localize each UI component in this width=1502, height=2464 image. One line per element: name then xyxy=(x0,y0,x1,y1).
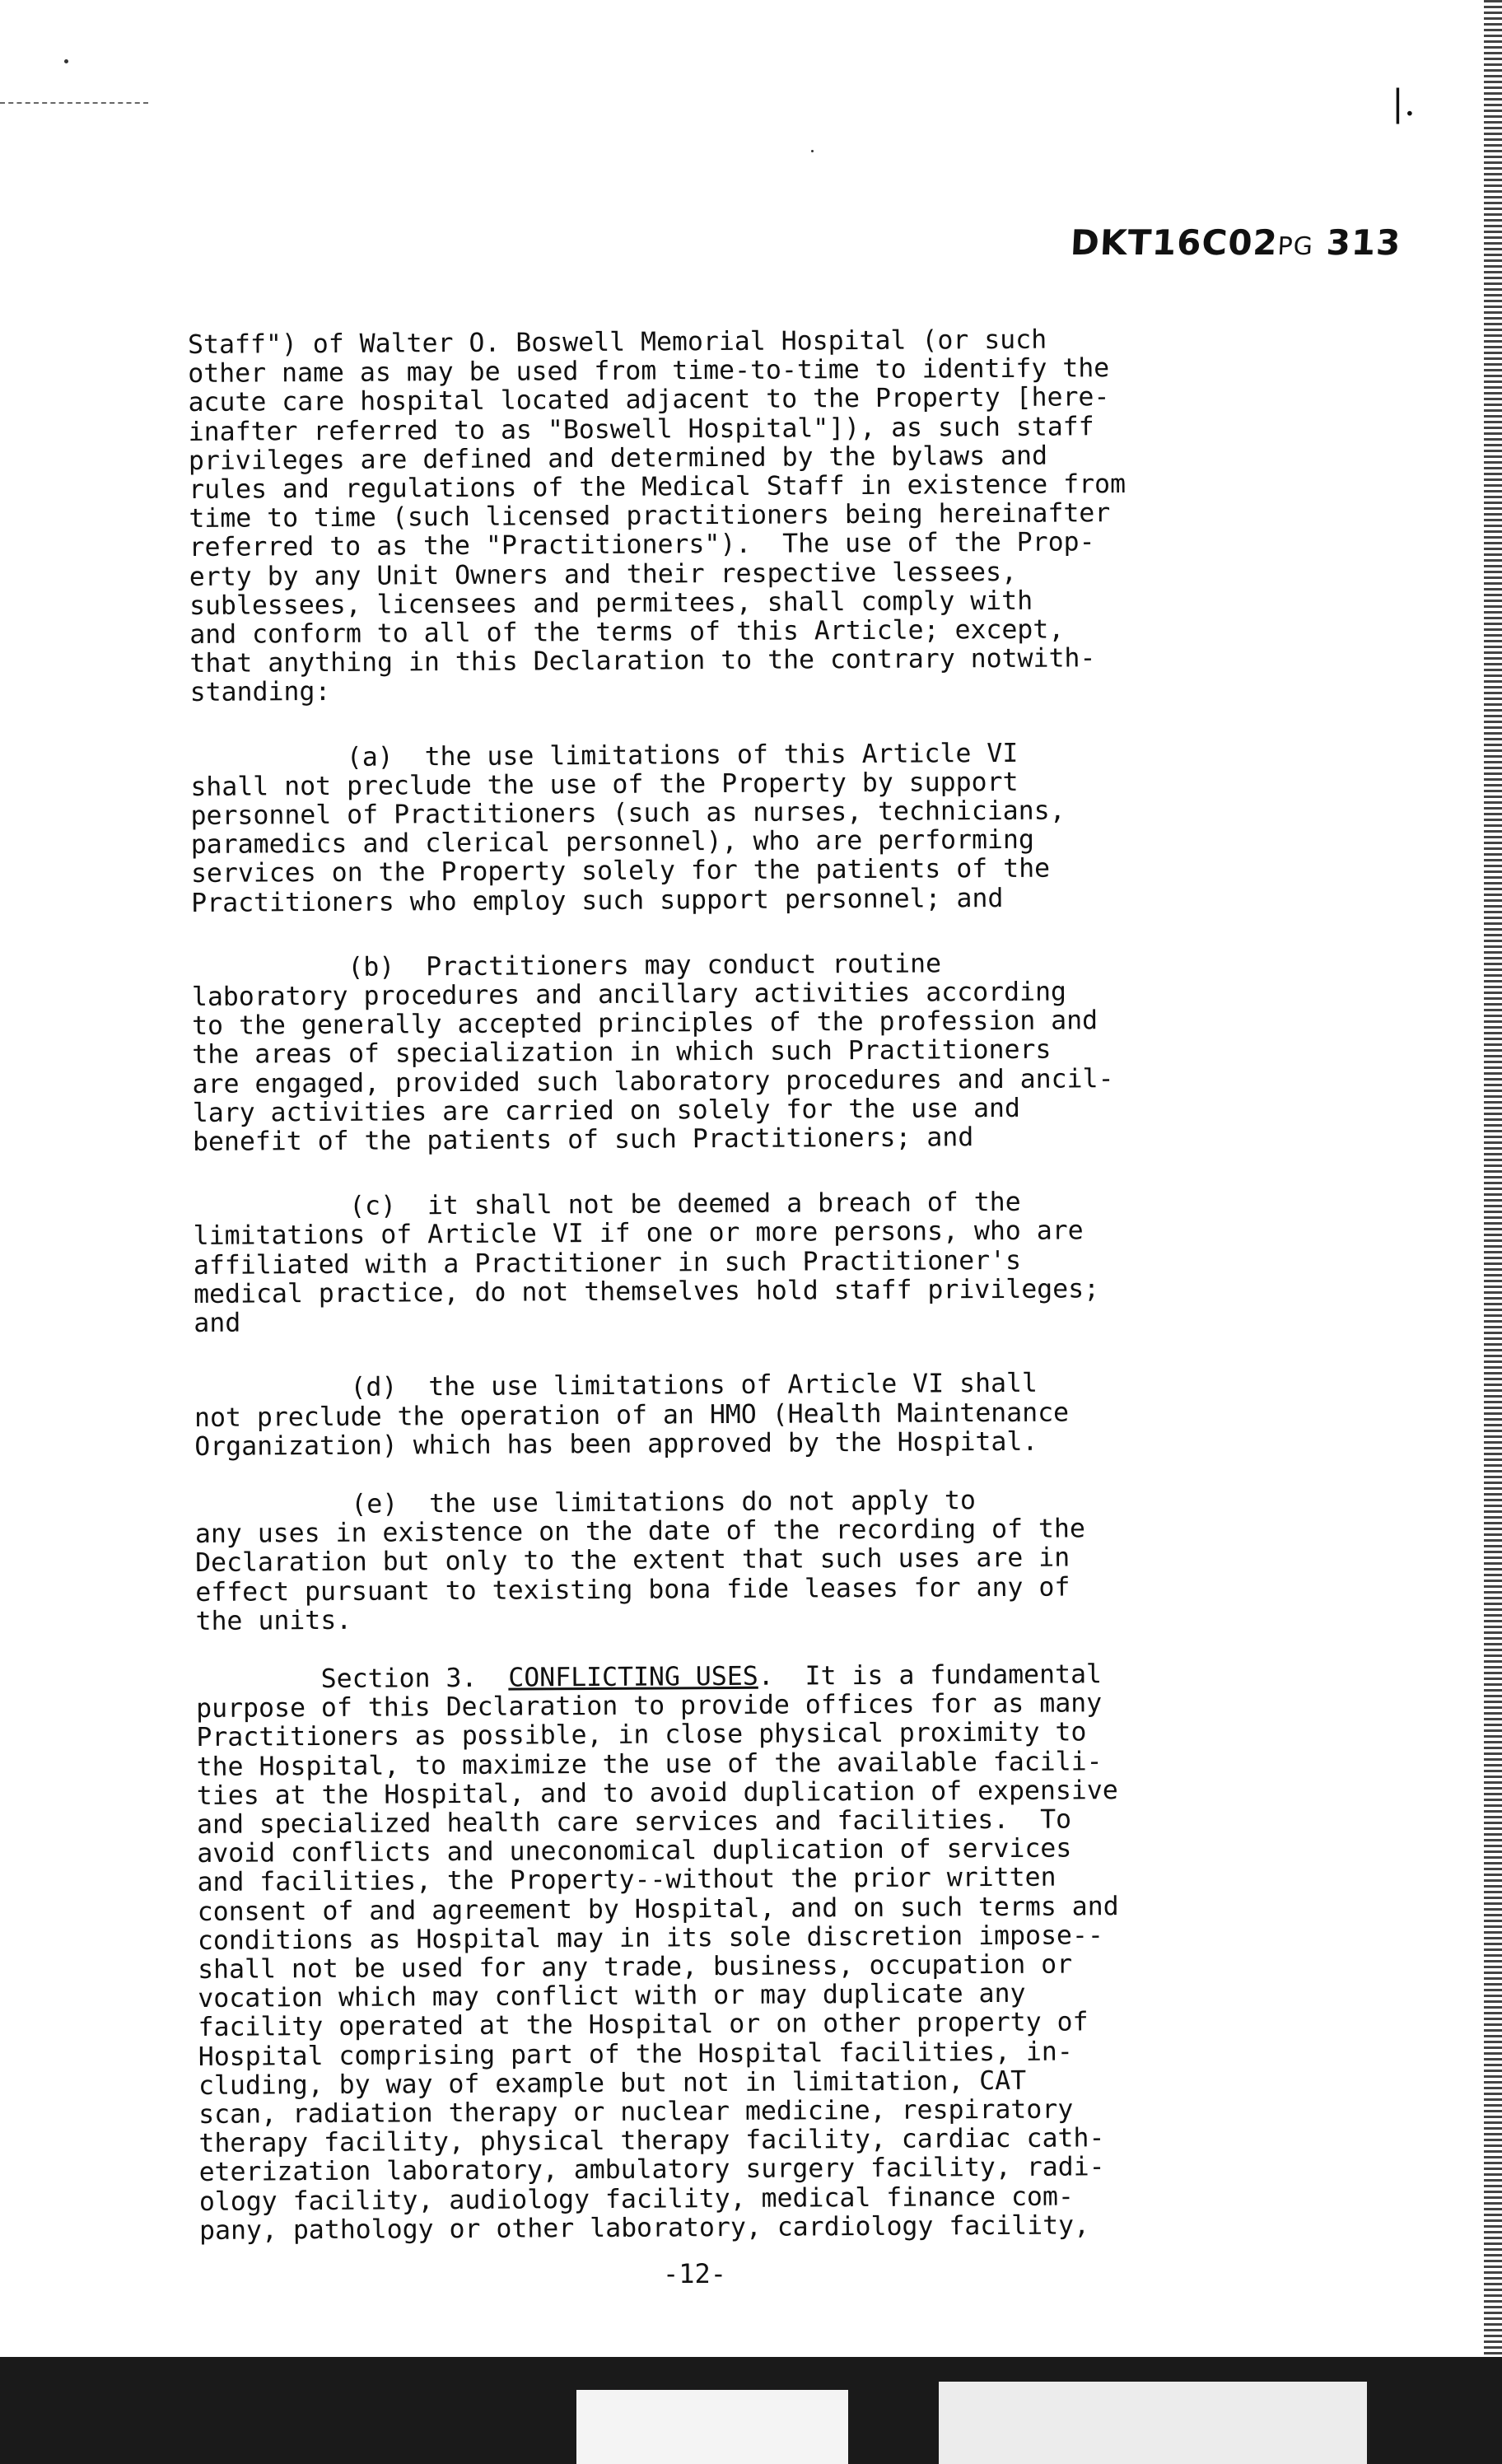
stamp-page-number: 313 xyxy=(1325,222,1402,263)
text-line: (a) the use limitations of this Article VI xyxy=(190,738,1019,773)
text-line: Declaration but only to the extent that such uses are in xyxy=(195,1542,1071,1579)
text-line: shall not preclude the use of the Property by support xyxy=(190,767,1019,802)
text-line: personnel of Practitioners (such as nurses, technicians, xyxy=(190,796,1066,832)
text-line: ties at the Hospital, and to avoid duplication of expensive xyxy=(196,1775,1118,1811)
scan-speck xyxy=(64,59,68,63)
text-line: cluding, by way of example but not in limitation, CAT xyxy=(198,2065,1027,2101)
text-line: paramedics and clerical personnel), who are performing xyxy=(190,824,1034,861)
scan-edge-mark xyxy=(0,102,148,105)
text-line: shall not be used for any trade, business, occupation or xyxy=(198,1949,1073,1985)
text-line: facility operated at the Hospital or on other property of xyxy=(198,2007,1089,2043)
text-line: purpose of this Declaration to provide offices for as many xyxy=(196,1688,1103,1724)
text-line: sublessees, licensees and permitees, shall comply with xyxy=(189,586,1033,621)
section-3-number: Section 3. xyxy=(195,1663,509,1695)
scan-speck xyxy=(811,150,814,152)
text-line: time to time (such licensed practitioners being hereinafter xyxy=(189,498,1111,534)
text-line: and xyxy=(194,1308,241,1339)
text-line: Practitioners who employ such support personnel; and xyxy=(191,883,1004,918)
text-line: not preclude the operation of an HMO (Health Maintenance xyxy=(194,1397,1070,1433)
text-line: effect pursuant to texisting bona fide leases for any of xyxy=(195,1571,1071,1608)
text-line: affiliated with a Practitioner in such Practitioner's xyxy=(193,1245,1022,1281)
text-line: and facilities, the Property--without the prior written xyxy=(197,1862,1057,1898)
corner-mark: |. xyxy=(1392,82,1416,124)
text-line: scan, radiation therapy or nuclear medicine, respiratory xyxy=(198,2094,1074,2130)
text-line: laboratory procedures and ancillary activities according xyxy=(191,977,1067,1013)
section-3 xyxy=(196,1659,1245,2246)
text-line: medical practice, do not themselves hold staff privileges; xyxy=(194,1274,1100,1309)
text-line: the Hospital, to maximize the use of the available facili- xyxy=(196,1746,1103,1782)
text-line: Organization) which has been approved by the Hospital. xyxy=(194,1426,1038,1462)
text-line: consent of and agreement by Hospital, and on such terms and xyxy=(197,1891,1119,1927)
scan-edge-right xyxy=(1484,0,1502,2464)
text-line: are engaged, provided such laboratory procedures and ancil- xyxy=(192,1063,1114,1099)
scan-gap xyxy=(939,2382,1367,2464)
text-line: services on the Property solely for the patients of the xyxy=(190,854,1051,889)
paragraph-item-b xyxy=(192,948,1238,1157)
stamp-book: DKT16C02 xyxy=(1069,222,1280,263)
text-line: avoid conflicts and uneconomical duplication of services xyxy=(197,1833,1072,1869)
paragraph-item-a xyxy=(190,738,1237,918)
text-line: conditions as Hospital may in its sole discretion impose-- xyxy=(197,1920,1103,1956)
text-line: the areas of specialization in which such Practitioners xyxy=(192,1035,1052,1071)
text-line: erty by any Unit Owners and their respective lessees, xyxy=(189,557,1018,592)
text-line: that anything in this Declaration to the contrary notwith- xyxy=(189,643,1096,679)
text-line: Practitioners as possible, in close physical proximity to xyxy=(196,1717,1087,1753)
scan-gap xyxy=(576,2390,848,2464)
section-3-heading: CONFLICTING USES xyxy=(508,1661,758,1693)
recording-stamp xyxy=(1070,222,1402,263)
text-line: rules and regulations of the Medical Staff in existence from xyxy=(189,469,1126,506)
text-line: . It is a fundamental xyxy=(758,1659,1103,1692)
text-line: Staff") of Walter O. Boswell Memorial Hospital (or such xyxy=(187,324,1047,360)
text-line: privileges are defined and determined by the bylaws and xyxy=(188,441,1048,476)
text-line: therapy facility, physical therapy facility, cardiac cath- xyxy=(198,2123,1105,2159)
text-line: inafter referred to as "Boswell Hospital"]), as such staff xyxy=(188,411,1094,447)
text-line: (e) the use limitations do not apply to xyxy=(194,1486,977,1520)
text-line: to the generally accepted principles of the profession and xyxy=(192,1006,1099,1042)
text-line: Hospital comprising part of the Hospital facilities, in- xyxy=(198,2037,1073,2072)
text-line: (c) it shall not be deemed a breach of the xyxy=(193,1188,1021,1223)
text-line: lary activities are carried on solely for the use and xyxy=(192,1093,1021,1128)
text-line: standing: xyxy=(189,677,331,708)
text-line: and specialized health care services and facilities. To xyxy=(196,1804,1072,1840)
paragraph-item-e xyxy=(195,1485,1242,1636)
paragraph-intro xyxy=(188,324,1236,707)
page-number: -12- xyxy=(663,2258,727,2289)
text-line: vocation which may conflict with or may duplicate any xyxy=(198,1978,1026,2014)
text-line: the units. xyxy=(195,1605,352,1636)
text-line: acute care hospital located adjacent to the Property [here- xyxy=(188,382,1110,418)
text-line: other name as may be used from time-to-time to identify the xyxy=(188,353,1110,390)
text-line: limitations of Article VI if one or more persons, who are xyxy=(193,1216,1084,1252)
text-line: ology facility, audiology facility, medical finance com- xyxy=(198,2182,1074,2217)
document-body xyxy=(188,324,1245,2246)
text-line: (b) Practitioners may conduct routine xyxy=(191,949,942,983)
text-line: (d) the use limitations of Article VI shall xyxy=(194,1369,1038,1404)
text-line: and conform to all of the terms of this Article; except, xyxy=(189,614,1065,651)
paragraph-item-d xyxy=(194,1369,1241,1462)
stamp-pg: PG xyxy=(1276,232,1314,261)
text-line: referred to as the "Practitioners"). The use of the Prop- xyxy=(189,527,1095,563)
scan-edge-bottom xyxy=(0,2357,1502,2464)
text-line: pany, pathology or other laboratory, cardiology facility, xyxy=(198,2210,1090,2246)
text-line: any uses in existence on the date of the recording of the xyxy=(194,1514,1085,1550)
paragraph-item-c xyxy=(193,1188,1239,1339)
text-line: eterization laboratory, ambulatory surgery facility, radi- xyxy=(198,2152,1105,2188)
text-line: benefit of the patients of such Practitioners; and xyxy=(192,1122,974,1158)
